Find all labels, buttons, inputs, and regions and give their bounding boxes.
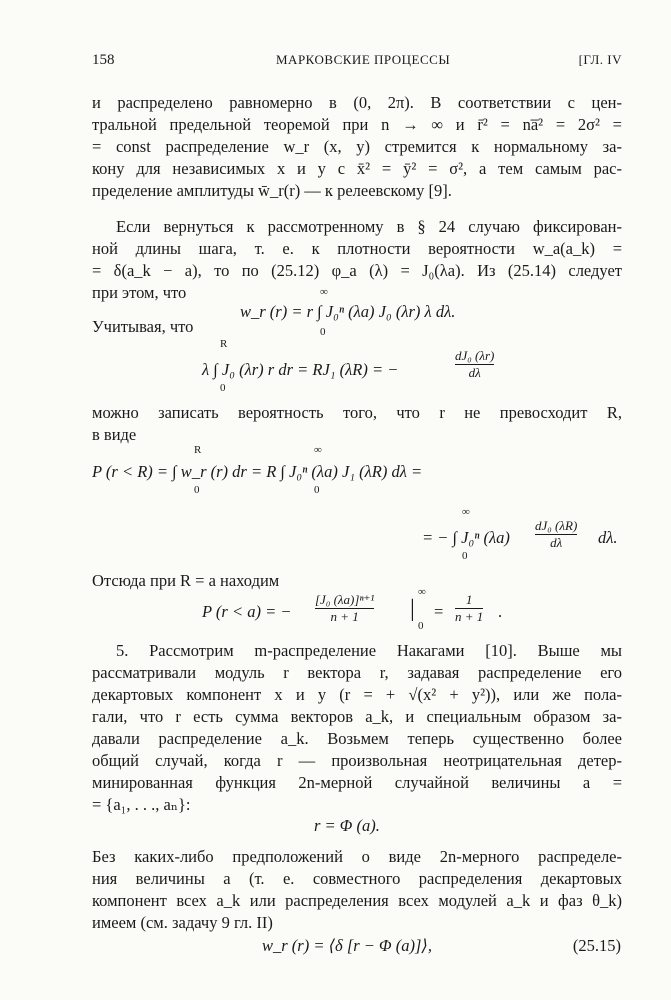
fraction (535, 518, 577, 551)
text-line: кону для независимых x и y с x̄² = ȳ² = σ², а тем самым рас- (92, 159, 622, 178)
equation-line: P (r < R) = ∫ w_r (r) dr = R ∫ J₀ⁿ (λa) J₁ (λR) dλ = (92, 462, 423, 481)
text-line: давали распределение a_k. Возьмем теперь существенно более (92, 729, 622, 748)
equation-line: = − ∫ J₀ⁿ (λa) (422, 528, 510, 547)
eval-upper-limit: ∞ (418, 586, 426, 598)
text-line: 5. Рассмотрим m-распределение Накагами [10]. Выше мы (116, 641, 622, 660)
equation-5: r = Φ (a). (314, 816, 380, 835)
integral-upper-limit: ∞ (314, 444, 322, 456)
integral-upper-limit: R (194, 444, 202, 456)
integral-lower-limit: 0 (314, 484, 320, 496)
integral-upper-limit: ∞ (320, 286, 328, 298)
fraction-denominator: n + 1 (315, 608, 374, 625)
equation-number: (25.15) (572, 936, 621, 955)
integral-upper-limit: R (220, 338, 228, 350)
page-number: 158 (92, 52, 115, 68)
text-line: тральной предельной теоремой при n → ∞ и r̄² = na̅² = 2σ² = (92, 115, 622, 134)
fraction-numerator: dJ₀ (λr) (455, 348, 495, 363)
fraction-numerator: dJ₀ (λR) (535, 518, 578, 533)
integral-upper-limit: ∞ (462, 506, 470, 518)
text-line: пределение амплитуды w̄_r(r) — к релеевскому [9]. (92, 181, 452, 200)
equation-text: w_r (r) = r ∫ J₀ⁿ (λa) J₀ (λr) λ dλ. (240, 302, 456, 321)
fraction (455, 592, 483, 625)
fraction-denominator: dλ (455, 364, 494, 381)
text-line: гали, что r есть сумма векторов a_k, и специальным образом за- (92, 707, 622, 726)
text-line: ной длины шага, т. е. к плотности вероятности w_a(a_k) = (92, 239, 622, 258)
equation-2 (202, 338, 522, 394)
running-title: МАРКОВСКИЕ ПРОЦЕССЫ (276, 52, 451, 67)
text-line: = const распределение w_r (x, y) стремится к нормальному за- (92, 137, 622, 156)
text-line: Учитывая, что (92, 317, 194, 336)
text-line: = δ(a_k − a), то по (25.12) φ_a (λ) = J₀(λa). Из (25.14) следует (92, 261, 622, 280)
text-line: Отсюда при R = a находим (92, 571, 280, 590)
text-line: общий случай, когда r — произвольная неотрицательная детер- (92, 751, 622, 770)
equation-line: dλ. (598, 528, 618, 547)
fraction-denominator: dλ (535, 534, 577, 551)
integral-lower-limit: 0 (194, 484, 200, 496)
text-line: ния величины a (т. е. совместного распределения декартовых (92, 869, 622, 888)
equation-6: w_r (r) = ⟨δ [r − Φ (a)]⟩, (262, 936, 432, 955)
equation-4: P (r < a) = − $\frac{\text{[J₀ (λa)]ⁿ⁺¹}}{n + 1}$ | ∞ 0 = $\frac{1}{n + 1}$ . (202, 586, 503, 632)
text-line: минированная функция 2n-мерной случайной величины a = (92, 773, 622, 792)
text-line: декартовых компонент x и y (r = + √(x² + y²)), или же пола- (92, 685, 622, 704)
text-line: компонент всех a_k или распределения всех модулей a_k и фаз θ_k) (92, 891, 622, 910)
text-line: при этом, что (92, 283, 187, 302)
text-line: можно записать вероятность того, что r не превосходит R, (92, 403, 622, 422)
fraction (455, 348, 494, 381)
text-line: и распределено равномерно в (0, 2π). В соответствии с цен- (92, 93, 622, 112)
equation-3 (92, 444, 632, 564)
evaluation-bar: | (410, 596, 415, 622)
fraction-numerator: 1 (465, 592, 473, 607)
text-line: рассматривали модуль r вектора r, задавая распределение его (92, 663, 622, 682)
page-header (92, 52, 622, 74)
integral-lower-limit: 0 (462, 550, 468, 562)
equation-text: λ ∫ J₀ (λr) r dr = RJ₁ (λR) = − (202, 360, 399, 379)
text-line: = {a₁, . . ., aₙ}: (92, 795, 191, 814)
fraction-denominator: n + 1 (455, 609, 484, 624)
eval-lower-limit: 0 (418, 620, 424, 632)
equation-text: P (r < a) = − (202, 602, 292, 621)
text-line: в виде (92, 425, 137, 444)
text-line: имеем (см. задачу 9 гл. II) (92, 913, 273, 932)
chapter-label: [ГЛ. IV (578, 52, 622, 67)
fraction-numerator: [J₀ (λa)]ⁿ⁺¹ (315, 592, 375, 607)
integral-lower-limit: 0 (320, 326, 326, 338)
fraction (315, 592, 374, 625)
text-line: Без каких-либо предположений о виде 2n-мерного распределе- (92, 847, 622, 866)
integral-lower-limit: 0 (220, 382, 226, 394)
text-line: Если вернуться к рассмотренному в § 24 случаю фиксирован- (116, 217, 622, 236)
